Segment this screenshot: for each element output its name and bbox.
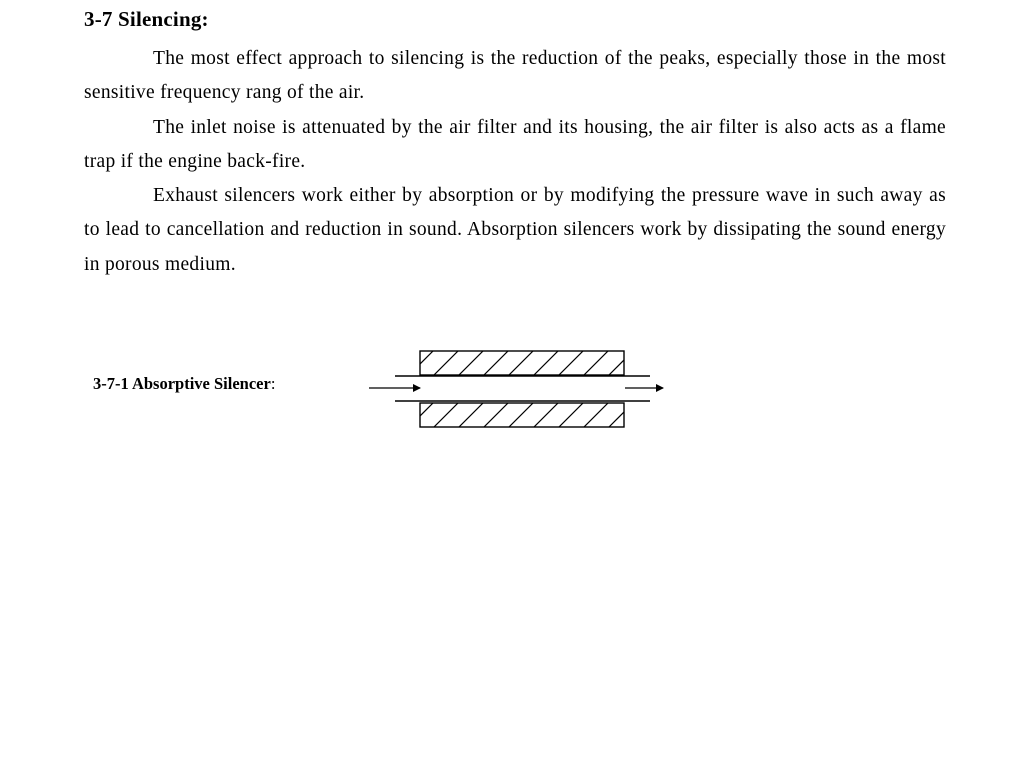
subsection-heading	[93, 374, 275, 394]
subsection-colon: :	[270, 374, 276, 393]
top-absorptive-lining	[408, 350, 634, 376]
subsection-title: 3-7-1 Absorptive Silencer	[93, 374, 271, 393]
paragraph-peaks: The most effect approach to silencing is the reduction of the peaks, especially those in the most sensitive frequency rang of the air.	[84, 48, 946, 104]
absorptive-silencer-diagram	[360, 340, 680, 435]
paragraph-inlet-noise: The inlet noise is attenuated by the air filter and its housing, the air filter is also acts as a flame trap if the engine back-fire.	[84, 116, 946, 172]
section-body	[84, 42, 946, 282]
section-heading: 3-7 Silencing:	[84, 7, 209, 31]
bottom-absorptive-lining	[408, 402, 634, 428]
paragraph-exhaust-silencers: Exhaust silencers work either by absorption or by modifying the pressure wave in such away as to lead to cancellation and reduction in sound. Absorption silencers work by dissipating the sound energy in porous medium.	[84, 185, 946, 275]
